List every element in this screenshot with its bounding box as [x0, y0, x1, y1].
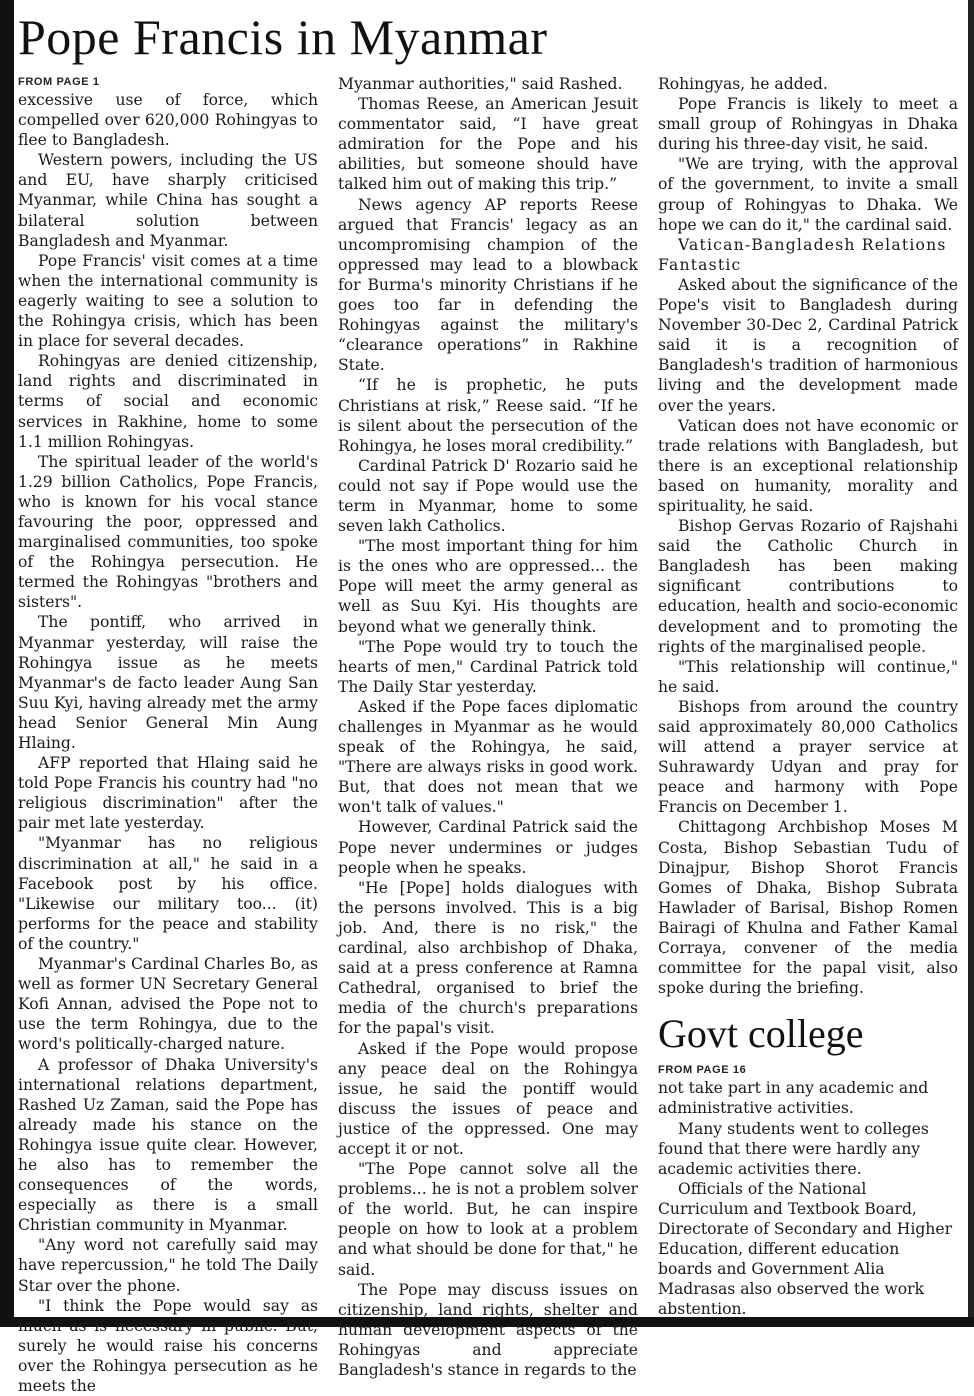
paragraph: The spiritual leader of the world's 1.29 billion Catholics, Pope Francis, who is known for his vocal stance favouring the poor, oppressed and marginalised communities, too spoke of the Rohingya persecution. He termed the Rohingyas "brothers and sisters".: [18, 452, 318, 612]
paragraph: "The Pope would try to touch the hearts of men," Cardinal Patrick told The Daily Star yesterday.: [338, 637, 638, 696]
article-column-3: [658, 74, 958, 1319]
second-headline: Govt college: [658, 1011, 864, 1057]
paragraph: Asked if the Pope would propose any peace deal on the Rohingya issue, he said the pontiff would discuss the issues of peace and justice of the oppressed. One may accept it or not.: [338, 1039, 638, 1158]
paragraph: "Myanmar has no religious discrimination at all," he said in a Facebook post by his office. "Likewise our military too... (it) performs for the peace and stability of the country.": [18, 834, 318, 953]
from-page-label-2: FROM PAGE 16: [658, 1064, 747, 1077]
paragraph: Vatican does not have economic or trade relations with Bangladesh, but there is an exceptional relationship based on humanity, morality and spirituality, he said.: [658, 416, 958, 515]
paragraph: Officials of the National Curriculum and Textbook Board, Directorate of Secondary and Higher Education, different education boards and Government Alia Madrasas also observed the work abstention.: [658, 1179, 953, 1319]
paragraph: Myanmar authorities," said Rashed.: [338, 75, 623, 93]
paragraph: Many students went to colleges found that there were hardly any academic activities there.: [658, 1119, 929, 1178]
article-column-1: [18, 74, 318, 1396]
article-column-2: [338, 74, 638, 1380]
paragraph: Bishops from around the country said approximately 80,000 Catholics will attend a prayer service at Suhrawardy Udyan and pray for peace and harmony with Pope Francis on December 1.: [658, 697, 958, 817]
headline: Pope Francis in Myanmar: [18, 9, 548, 65]
paragraph: "The Pope cannot solve all the problems... he is not a problem solver of the world. But, he can inspire people on how to look at a problem and what should be done for that," he said.: [338, 1160, 638, 1279]
paragraph: Asked about the significance of the Pope's visit to Bangladesh during November 30-Dec 2, Cardinal Patrick said it is a recognition of Bangladesh's tradition of harmonious living and the development made over the years.: [658, 275, 958, 415]
paragraph: Rohingyas are denied citizenship, land rights and discriminated in terms of social and economic services in Rakhine, home to some 1.1 million Rohingyas.: [18, 352, 318, 451]
paragraph: News agency AP reports Reese argued that Francis' legacy as an uncompromising champion of the oppressed may lead to a blowback for Burma's minority Christians if he goes too far in defending the Rohingyas against the military's “clearance operations” in Rakhine State.: [338, 195, 638, 375]
scan-edge-right: [968, 0, 974, 1327]
paragraph: Pope Francis' visit comes at a time when the international community is eagerly waiting to see a solution to the Rohingya crisis, which has been in place for several decades.: [18, 251, 318, 351]
paragraph: excessive use of force, which compelled over 620,000 Rohingyas to flee to Bangladesh.: [18, 91, 318, 150]
paragraph: The pontiff, who arrived in Myanmar yesterday, will raise the Rohingya issue as he meets Myanmar's de facto leader Aung San Suu Kyi, having already met the army head Senior General Min Aung Hlaing.: [18, 613, 318, 752]
paragraph: “If he is prophetic, he puts Christians at risk,” Reese said. “If he is silent about the persecution of the Rohingya, he loses moral credibility.”: [338, 376, 638, 455]
paragraph: Chittagong Archbishop Moses M Costa, Bishop Sebastian Tudu of Dinajpur, Bishop Shorot Francis Gomes of Dhaka, Bishop Subrata Hawlader of Barisal, Bishop Romen Bairagi of Khulna and Father Kamal Corraya, convener of the media committee for the papal visit, also spoke during the briefing.: [658, 818, 958, 998]
paragraph: However, Cardinal Patrick said the Pope never undermines or judges people when he speaks.: [338, 818, 638, 877]
paragraph: Bishop Gervas Rozario of Rajshahi said the Catholic Church in Bangladesh has been making significant contributions to education, health and socio-economic development and to promoting the rights of the marginalised people.: [658, 517, 958, 656]
paragraph: "Any word not carefully said may have repercussion," he told The Daily Star over the phone.: [18, 1236, 318, 1295]
scan-edge-left: [0, 0, 14, 1327]
paragraph: "The most important thing for him is the ones who are oppressed... the Pope will meet the army general as well as Suu Kyi. His thoughts are beyond what we generally think.: [338, 537, 638, 636]
second-story: [658, 1010, 958, 1319]
paragraph: Rohingyas, he added.: [658, 75, 828, 93]
paragraph: "He [Pope] holds dialogues with the persons involved. This is a big job. And, there is no risk," the cardinal, also archbishop of Dhaka, said at a press conference at Ramna Cathedral, organised to brief the media of the church's preparations for the papal's visit.: [338, 878, 638, 1038]
paragraph: Thomas Reese, an American Jesuit commentator said, “I have great admiration for the Pope and his abilities, but someone should have talked him out of making this trip.”: [338, 95, 638, 194]
paragraph: not take part in any academic and administrative activities.: [658, 1079, 929, 1118]
paragraph: "This relationship will continue," he said.: [658, 657, 958, 696]
paragraph: "I think the Pope would say as much as is necessary in public. But, surely he would raise his concerns over the Rohingya persecution as he meets the: [18, 1296, 318, 1395]
paragraph: Pope Francis is likely to meet a small group of Rohingyas in Dhaka during his three-day visit, he said.: [658, 95, 958, 154]
paragraph: Cardinal Patrick D' Rozario said he could not say if Pope would use the term in Myanmar, home to some seven lakh Catholics.: [338, 456, 638, 536]
paragraph: The Pope may discuss issues on citizenship, land rights, shelter and human development aspects of the Rohingyas and appreciate Bangladesh's stance in regards to the: [338, 1280, 638, 1379]
paragraph: AFP reported that Hlaing said he told Pope Francis his country had "no religious discrimination" after the pair met late yesterday.: [18, 754, 318, 833]
paragraph: A professor of Dhaka University's international relations department, Rashed Uz Zaman, said the Pope has already made his stance on the Rohingya issue quite clear. However, he also has to remember the consequences of the words, especially as there is a small Christian community in Myanmar.: [18, 1055, 318, 1235]
subheading: Vatican-Bangladesh Relations Fantastic: [658, 235, 947, 274]
from-page-label: FROM PAGE 1: [18, 76, 100, 88]
paragraph: Asked if the Pope faces diplomatic challenges in Myanmar as he would speak of the Rohingya, he said, "There are always risks in good work. But, that does not mean that we won't talk of values.": [338, 697, 638, 817]
paragraph: Myanmar's Cardinal Charles Bo, as well as former UN Secretary General Kofi Annan, advised the Pope not to use the term Rohingya, due to the word's politically-charged nature.: [18, 955, 318, 1054]
paragraph: Western powers, including the US and EU, have sharply criticised Myanmar, while China has sought a bilateral solution between Bangladesh and Myanmar.: [18, 151, 318, 250]
paragraph: "We are trying, with the approval of the government, to invite a small group of Rohingyas to Dhaka. We hope we can do it," the cardinal said.: [658, 155, 958, 234]
